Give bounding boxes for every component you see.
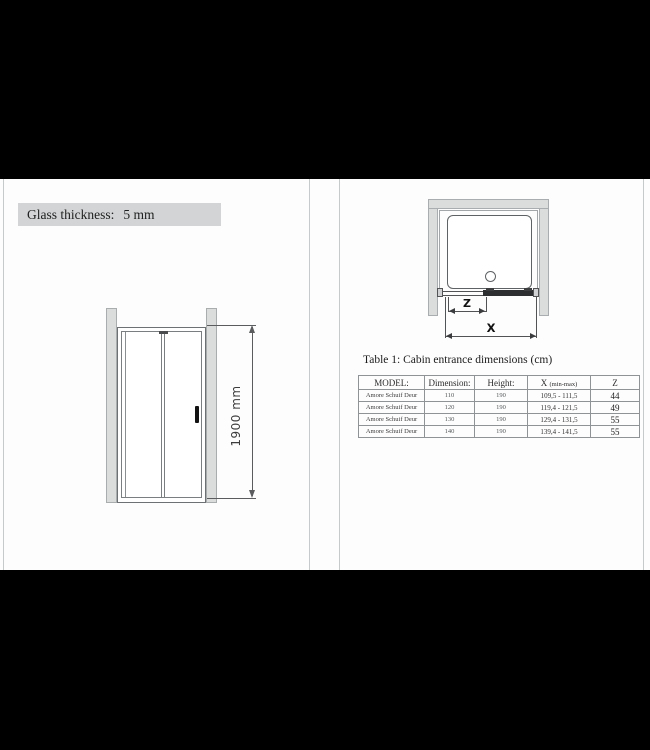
page-gutter-line-left	[309, 179, 310, 570]
tv-wall-right	[539, 208, 549, 316]
tv-roller-left	[486, 288, 494, 291]
page-left-edge	[3, 179, 4, 570]
cell-x-range: 109,5 - 111,5	[528, 390, 591, 402]
x-arrow-left-icon	[446, 333, 452, 339]
fixed-panel-edge	[125, 332, 126, 497]
x-arrow-right-icon	[530, 333, 536, 339]
cell-height: 190	[475, 390, 528, 402]
dim-arrow-up-icon	[249, 325, 255, 333]
col-header-z: Z	[591, 376, 640, 390]
door-roller	[159, 331, 168, 334]
table-row	[359, 402, 640, 414]
cell-z: 44	[591, 390, 640, 402]
cell-z: 55	[591, 426, 640, 438]
cabin-dimensions-table	[358, 375, 640, 438]
cell-height: 190	[475, 414, 528, 426]
cell-x-range: 139,4 - 141,5	[528, 426, 591, 438]
dim-arrow-down-icon	[249, 490, 255, 498]
tv-wall-left	[428, 208, 438, 316]
col-header-dimension: Dimension:	[425, 376, 475, 390]
cell-dimension: 140	[425, 426, 475, 438]
cell-dimension: 130	[425, 414, 475, 426]
cell-x-range: 119,4 - 121,5	[528, 402, 591, 414]
cell-height: 190	[475, 402, 528, 414]
cell-model: Amore Schuif Deur	[359, 390, 425, 402]
wall-post-left	[106, 308, 117, 503]
page-gutter-line-right	[339, 179, 340, 570]
tv-roller-right	[524, 288, 532, 291]
wall-post-right	[206, 308, 217, 503]
cell-dimension: 110	[425, 390, 475, 402]
table-row	[359, 426, 640, 438]
tv-drain-circle-icon	[485, 271, 496, 282]
cell-height: 190	[475, 426, 528, 438]
glass-thickness-bar	[18, 203, 221, 226]
height-dimension-label: 1900 mm	[229, 385, 243, 447]
cell-x-range: 129,4 - 131,5	[528, 414, 591, 426]
col-header-model: MODEL:	[359, 376, 425, 390]
cell-model: Amore Schuif Deur	[359, 426, 425, 438]
cell-z: 49	[591, 402, 640, 414]
tv-wall-profile-right	[533, 288, 539, 297]
dim-extension-bottom	[207, 498, 256, 499]
cell-dimension: 120	[425, 402, 475, 414]
table-row	[359, 390, 640, 402]
cell-model: Amore Schuif Deur	[359, 414, 425, 426]
z-arrow-left-icon	[449, 308, 455, 314]
x-dim-ext-left	[445, 297, 446, 338]
door-handle	[195, 406, 199, 423]
z-dimension-label: Z	[463, 297, 471, 310]
shower-door-frame	[117, 327, 206, 503]
sliding-panel-divider	[161, 332, 165, 497]
table-title: Table 1: Cabin entrance dimensions (cm)	[363, 354, 553, 366]
z-dim-ext-right	[486, 297, 487, 312]
x-dim-line	[445, 336, 537, 337]
page-right-edge	[643, 179, 644, 570]
x-dim-ext-right	[536, 297, 537, 338]
tv-wall-profile-left	[437, 288, 443, 297]
table-row	[359, 414, 640, 426]
table-header-row	[359, 376, 640, 390]
col-header-height: Height:	[475, 376, 528, 390]
dim-line-vertical	[252, 327, 253, 496]
z-arrow-right-icon	[479, 308, 485, 314]
cell-model: Amore Schuif Deur	[359, 402, 425, 414]
tv-wall-top	[428, 199, 549, 209]
glass-thickness-value: 5 mm	[123, 207, 155, 222]
col-header-x: X (min-max)	[528, 376, 591, 390]
glass-thickness-label: Glass thickness:	[27, 207, 115, 222]
cell-z: 55	[591, 414, 640, 426]
x-dimension-label: X	[486, 321, 496, 335]
